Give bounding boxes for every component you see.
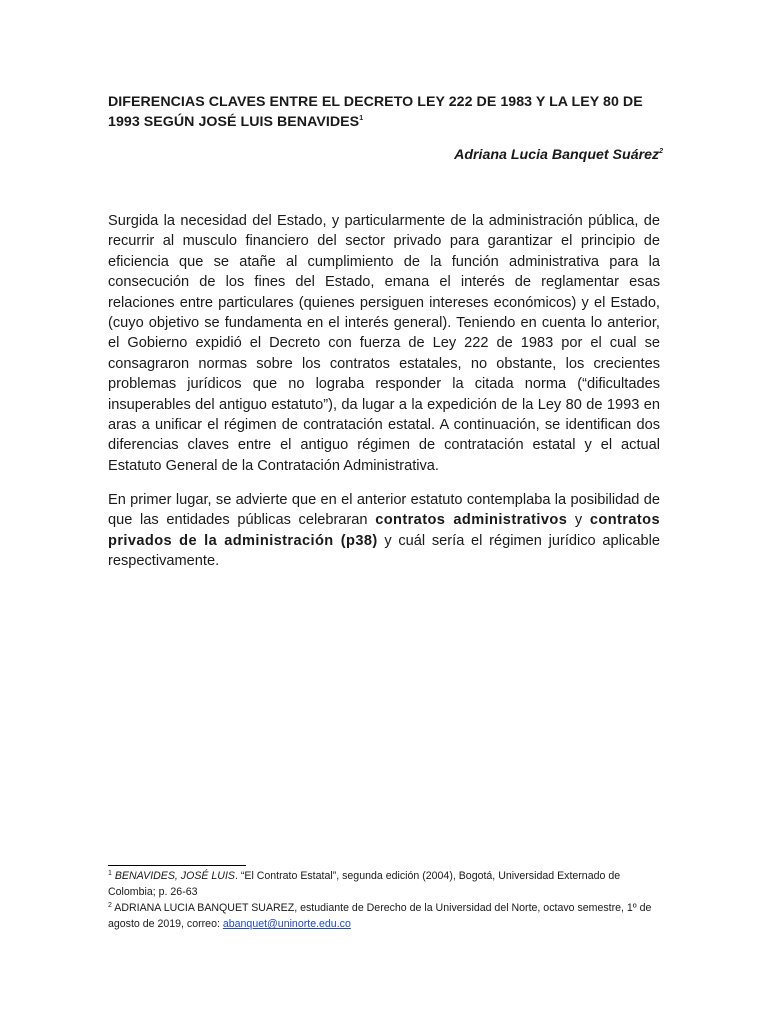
footnote-1-author: BENAVIDES, JOSÉ LUIS	[114, 870, 235, 882]
paragraph-2-text-c: y cuál sería el régimen jurídico aplicable respectivamente.	[108, 532, 660, 570]
paragraph-2-text-a: En primer lugar, se advierte que en el anterior estatuto contemplaba la posibilidad de que las entidades públicas celebraran	[108, 492, 660, 529]
paragraph-2-text-b: y	[567, 512, 590, 529]
bold-term-contratos-administrativos: contratos administrativos	[375, 512, 568, 529]
author-line	[454, 145, 663, 165]
title-text: DIFERENCIAS CLAVES ENTRE EL DECRETO LEY 222 DE 1983 Y LA LEY 80 DE 1993 SEGÚN JOSÉ LUIS BENAVIDES	[108, 94, 643, 130]
body-paragraph-1: Surgida la necesidad del Estado, y particularmente de la administración pública, de recurrir al musculo financiero del sector privado para garantizar el principio de eficiencia que se atañe al cumplimiento de la función administrativa para la consecución de los fines del Estado, emana el interés de reglamentar esas relaciones entre particulares (quienes persiguen intereses económicos) y el Estado, (cuyo objetivo se fundamenta en el interés general). Teniendo en cuenta lo anterior, el Gobierno expidió el Decreto con fuerza de Ley 222 de 1983 por el cual se consagraron normas sobre los contratos estatales, no obstante, los crecientes problemas jurídicos que no lograba responder la citada norma (“dificultades insuperables del antiguo estatuto”), da lugar a la expedición de la Ley 80 de 1993 en aras a unificar el régimen de contratación estatal. A continuación, se identifican dos diferencias claves entre el antiguo régimen de contratación estatal y el actual Estatuto General de la Contratación Administrativa.	[108, 213, 660, 474]
author-footnote-ref: 2	[659, 148, 663, 155]
footnote-2	[108, 900, 664, 932]
footnote-1-citation: . “El Contrato Estatal”, segunda edición (2004), Bogotá, Universidad Externado de Colombia; p. 26-63	[108, 870, 621, 898]
footnote-2-text: ADRIANA LUCIA BANQUET SUAREZ, estudiante de Derecho de la Universidad del Norte, octavo semestre, 1º de agosto de 2019, correo:	[108, 902, 652, 930]
document-title	[108, 92, 668, 132]
footnotes	[108, 868, 664, 932]
footnote-1	[108, 868, 664, 900]
author-name: Adriana Lucia Banquet Suárez	[454, 147, 660, 163]
email-link[interactable]: abanquet@uninorte.edu.co	[222, 918, 351, 930]
title-footnote-ref: 1	[359, 115, 364, 122]
footnote-2-mark: 2	[108, 902, 112, 909]
body-paragraph-2	[108, 490, 660, 572]
footnote-1-mark: 1	[108, 870, 112, 877]
footnote-separator	[108, 865, 246, 866]
bold-term-contratos-privados: contratos privados de la administración (p38)	[108, 512, 660, 549]
